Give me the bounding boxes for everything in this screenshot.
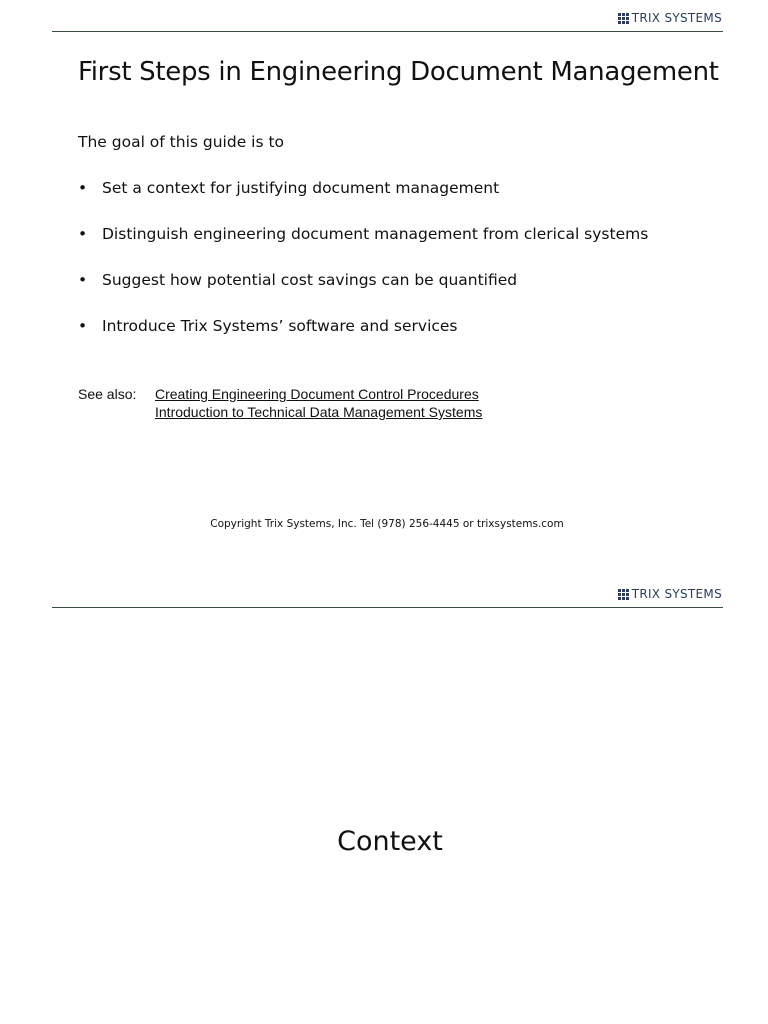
bullet-text: Introduce Trix Systems’ software and services [102, 317, 458, 335]
grid-logo-icon [618, 13, 629, 24]
bullet-marker: • [78, 317, 88, 335]
header-rule [52, 31, 723, 32]
goal-list [78, 179, 648, 363]
see-also-label: See also: [78, 386, 137, 402]
bullet-text: Distinguish engineering document management from clerical systems [102, 225, 649, 243]
list-item [78, 225, 648, 271]
bullet-marker: • [78, 179, 88, 197]
see-also-links [155, 385, 482, 421]
brand-name: TRIX SYSTEMS [631, 587, 722, 601]
bullet-text: Set a context for justifying document management [102, 179, 500, 197]
brand-logo [618, 587, 722, 601]
brand-name: TRIX SYSTEMS [631, 11, 722, 25]
intro-text: The goal of this guide is to [78, 133, 285, 151]
grid-logo-icon [618, 589, 629, 600]
link-document-control-procedures[interactable]: Creating Engineering Document Control Procedures [155, 386, 479, 402]
bullet-marker: • [78, 225, 88, 243]
list-item [78, 271, 648, 317]
slide-title: First Steps in Engineering Document Management [78, 57, 719, 87]
header-rule [52, 607, 723, 608]
link-technical-data-management[interactable]: Introduction to Technical Data Management Systems [155, 404, 483, 420]
list-item [78, 317, 648, 363]
slide-context [0, 576, 768, 1024]
see-also-section [78, 385, 482, 421]
section-title: Context [337, 826, 443, 857]
brand-logo [618, 11, 722, 25]
bullet-text: Suggest how potential cost savings can be quantified [102, 271, 518, 289]
list-item [78, 179, 648, 225]
bullet-marker: • [78, 271, 88, 289]
copyright-notice: Copyright Trix Systems, Inc. Tel (978) 256-4445 or trixsystems.com [210, 518, 564, 530]
